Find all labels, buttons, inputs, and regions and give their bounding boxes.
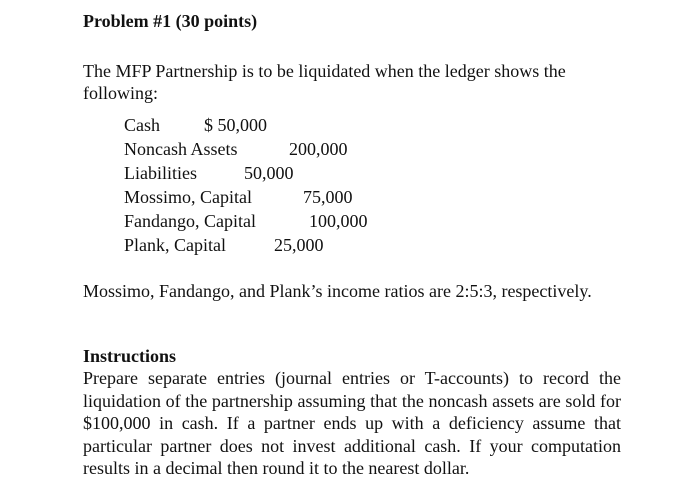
ledger-label: Liabilities: [124, 163, 197, 183]
ledger-label: Fandango, Capital: [124, 211, 256, 231]
problem-title: Problem #1 (30 points): [83, 11, 258, 31]
ledger-value: 75,000: [303, 187, 353, 207]
ledger-value: 50,000: [244, 163, 294, 183]
income-ratios-text: Mossimo, Fandango, and Plank’s income ratios are 2:5:3, respectively.: [83, 281, 592, 301]
ledger-value: 100,000: [309, 211, 368, 231]
ledger-value: 25,000: [274, 235, 324, 255]
ledger-value: $ 50,000: [204, 115, 267, 135]
ledger-label: Mossimo, Capital: [124, 187, 253, 207]
problem-intro: The MFP Partnership is to be liquidated when the ledger shows the following:: [83, 61, 566, 103]
ledger-value: 200,000: [289, 139, 348, 159]
ledger-label: Plank, Capital: [124, 235, 226, 255]
instructions-body: Prepare separate entries (journal entries or T-accounts) to record the liquidation of the partnership assuming that the noncash assets are sold for $100,000 in cash. If a partner ends up with a deficiency assume that particular partner does not invest additional cash. If your computation results in a decimal then round it to the nearest dollar.: [83, 368, 621, 478]
instructions-heading: Instructions: [83, 346, 177, 366]
ledger-label: Cash: [124, 115, 160, 135]
ledger-label: Noncash Assets: [124, 139, 238, 159]
